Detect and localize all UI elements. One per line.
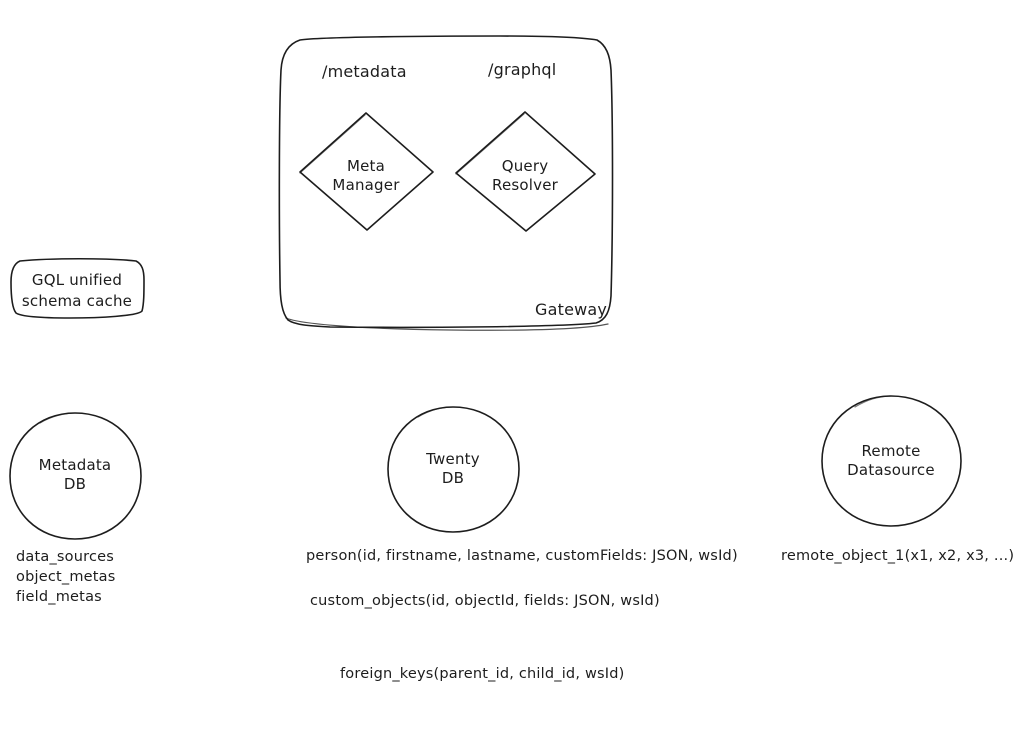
query-resolver-label-line1: Query <box>501 157 549 175</box>
route-label-metadata: /metadata <box>322 62 407 81</box>
metadata-db-table-data-sources: data_sources <box>16 549 115 565</box>
twenty-db-table-custom-objects: custom_objects(id, objectId, fields: JSON, wsId) <box>310 593 660 609</box>
twenty-db-label-line2: DB <box>441 469 465 487</box>
meta-manager-label-line1: Meta <box>346 157 386 175</box>
remote-datasource-label-line1: Remote <box>861 442 921 460</box>
gateway-outline-overshoot <box>286 318 608 330</box>
meta-manager-label-line2: Manager <box>332 176 400 194</box>
metadata-db-label-line1: Metadata <box>38 456 112 474</box>
gql-cache-label-line2: schema cache <box>21 292 133 310</box>
remote-datasource-table-remote-object-1: remote_object_1(x1, x2, x3, ...) <box>781 548 1015 564</box>
route-label-graphql: /graphql <box>488 60 557 79</box>
gql-cache-label-line1: GQL unified <box>31 271 123 289</box>
metadata-db-label-line2: DB <box>63 475 87 493</box>
metadata-db-table-object-metas: object_metas <box>16 569 116 585</box>
twenty-db-table-person: person(id, firstname, lastname, customFields: JSON, wsId) <box>306 548 738 564</box>
remote-datasource-label-line2: Datasource <box>847 461 935 479</box>
query-resolver-label-line2: Resolver <box>491 176 559 194</box>
gateway-label: Gateway <box>535 300 608 319</box>
metadata-db-table-field-metas: field_metas <box>16 589 102 605</box>
twenty-db-label-line1: Twenty <box>426 450 480 468</box>
foreign-keys-table-label: foreign_keys(parent_id, child_id, wsId) <box>340 666 625 682</box>
